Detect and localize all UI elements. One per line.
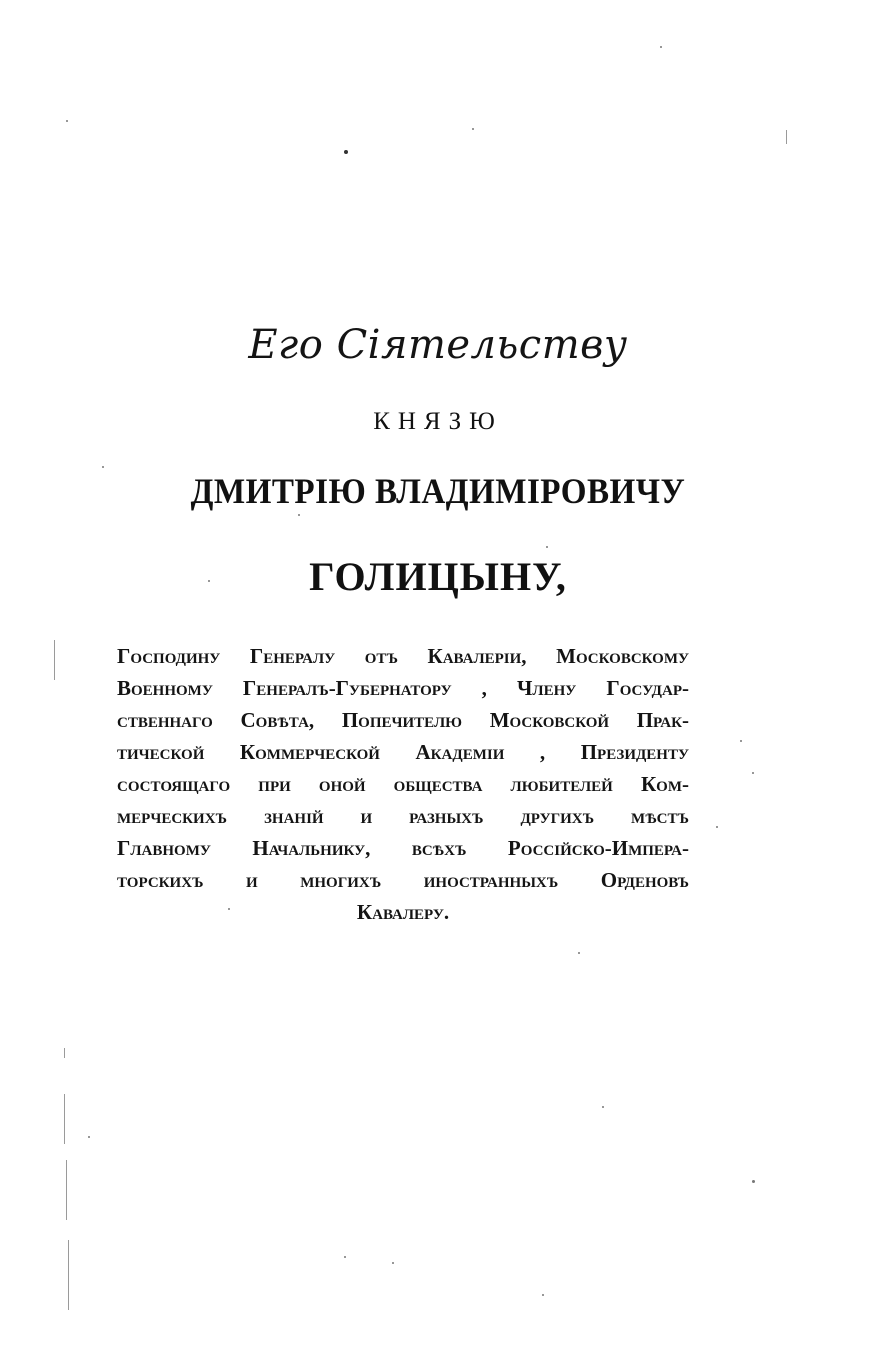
salutation: Его Сіятельству <box>248 322 628 368</box>
scan-speck <box>392 1262 394 1264</box>
recipient-surname: ГОЛИЦЫНУ, <box>309 554 567 599</box>
titles-line-last: Кавалеру. <box>356 900 450 924</box>
titles-line: торскихъ и многихъ иностранныхъ Орденовъ <box>117 868 689 892</box>
recipient-name: ДМИТРІЮ ВЛАДИМІРОВИЧУ <box>190 471 686 511</box>
titles-line: Главному Начальнику, всѣхъ Россійско-Импера- <box>117 836 689 860</box>
scan-speck <box>716 826 718 828</box>
scan-speck <box>66 120 68 122</box>
scan-speck <box>740 740 742 742</box>
scan-speck <box>102 466 104 468</box>
titles-line: Господину Генералу отъ Кавалеріи, Московскому <box>117 644 689 668</box>
scan-speck <box>660 46 662 48</box>
scan-speck <box>344 150 348 154</box>
scan-edge-mark <box>64 1048 65 1058</box>
scan-speck <box>578 952 580 954</box>
scan-speck <box>472 128 474 130</box>
scan-edge-mark <box>54 640 55 680</box>
titles-line: ственнаго Совѣта, Попечителю Московской Прак- <box>117 708 689 732</box>
scan-speck <box>344 1256 346 1258</box>
scan-edge-mark <box>786 130 787 144</box>
scan-speck <box>208 580 210 582</box>
scan-speck <box>752 772 754 774</box>
titles-line: мерческихъ знаній и разныхъ другихъ мѣстъ <box>117 804 689 828</box>
recipient-titles <box>117 640 689 928</box>
scan-edge-mark <box>66 1160 67 1220</box>
scan-speck <box>752 1180 755 1183</box>
scan-speck <box>298 514 300 516</box>
scan-speck <box>546 546 548 548</box>
scan-speck <box>228 908 230 910</box>
titles-line: состоящаго при оной общества любителей Ком- <box>117 772 689 796</box>
scan-speck <box>88 1136 90 1138</box>
scan-speck <box>542 1294 544 1296</box>
scan-edge-mark <box>68 1240 69 1310</box>
scan-edge-mark <box>64 1094 65 1144</box>
titles-line: тической Коммерческой Академіи , Президенту <box>117 740 689 764</box>
rank-title: КНЯЗЮ <box>373 408 503 435</box>
scan-speck <box>602 1106 604 1108</box>
titles-line: Военному Генералъ-Губернатору , Члену Государ- <box>117 676 689 700</box>
